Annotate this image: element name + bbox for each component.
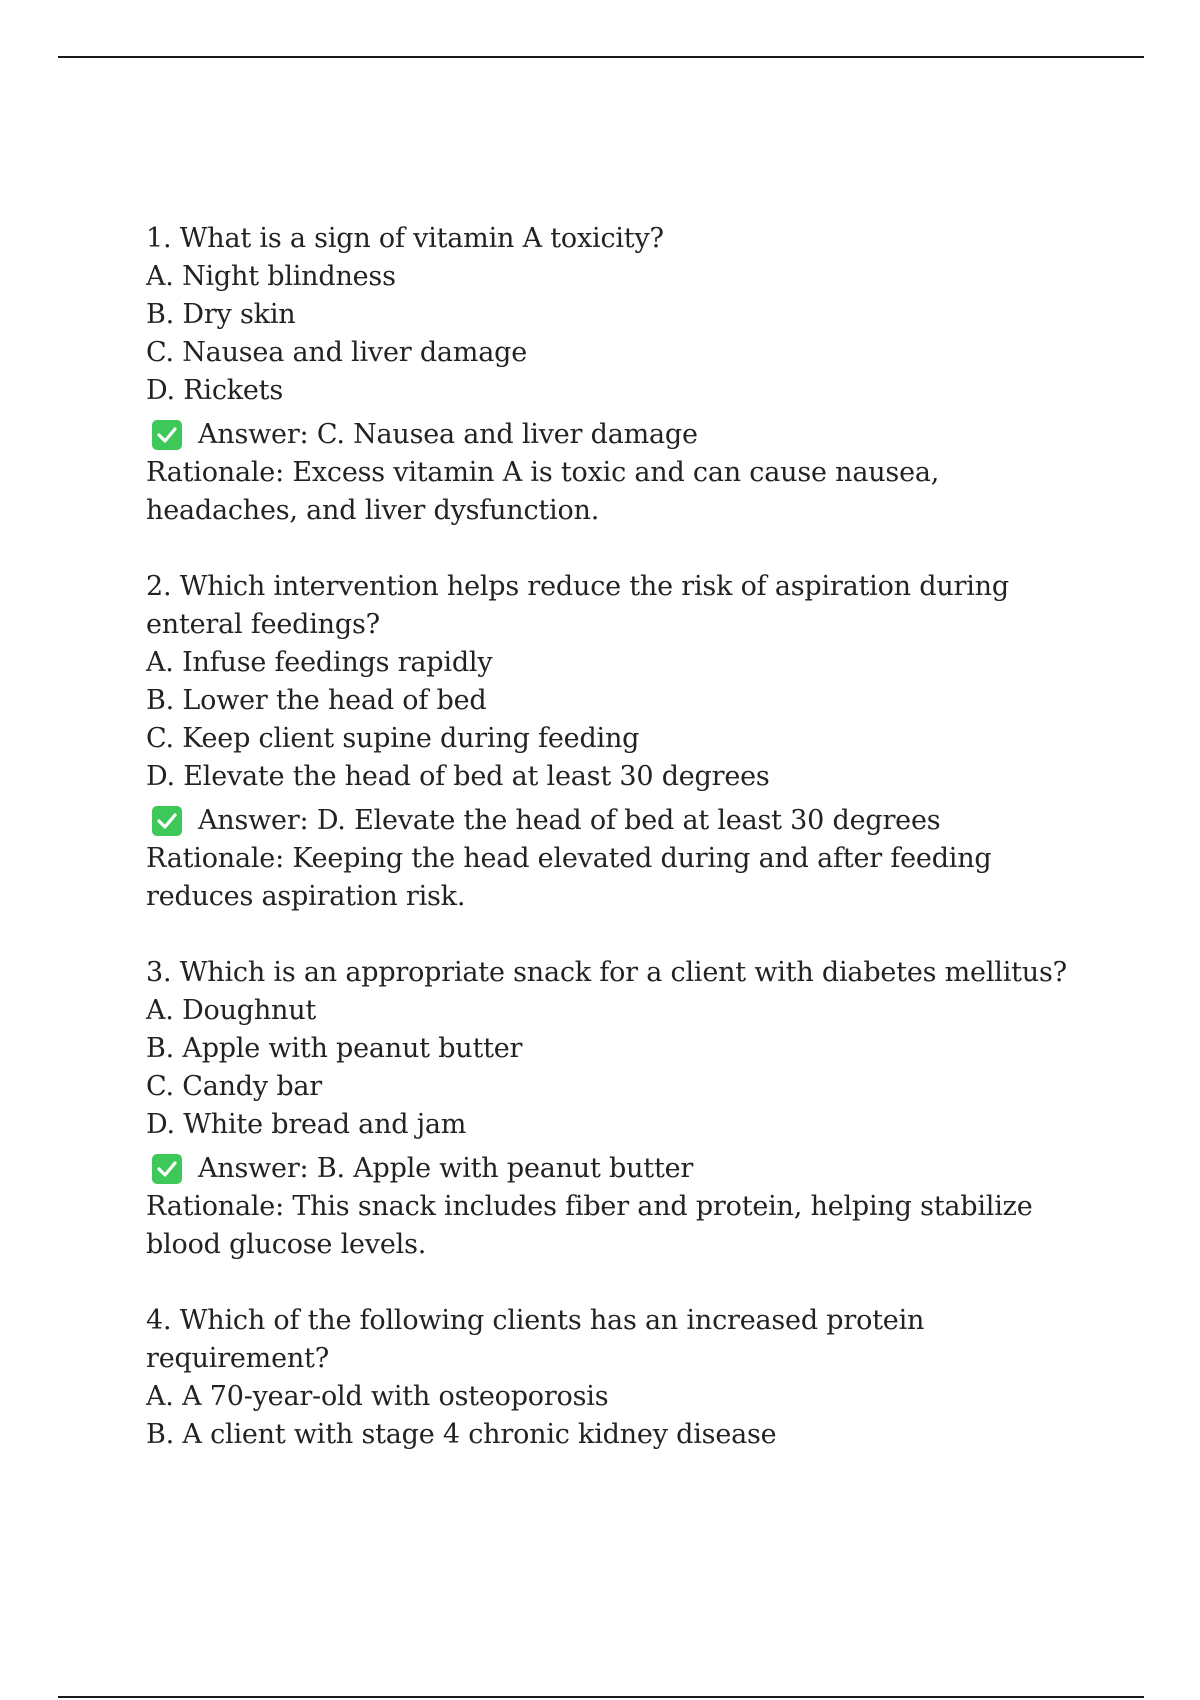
option-a: A. Doughnut (146, 995, 317, 1026)
rationale-text: Rationale: This snack includes fiber and protein, helping stabilize blood glucose levels. (146, 1191, 1033, 1260)
question-block-2 (146, 568, 1096, 916)
answer-text: Answer: D. Elevate the head of bed at least 30 degrees (198, 805, 941, 836)
option-d: D. Rickets (146, 375, 283, 406)
bottom-rule (58, 1696, 1144, 1698)
rationale-text: Rationale: Excess vitamin A is toxic and can cause nausea, headaches, and liver dysfunction. (146, 457, 940, 526)
option-b: B. Lower the head of bed (146, 685, 487, 716)
document-body (146, 220, 1096, 1492)
option-a: A. Infuse feedings rapidly (146, 647, 493, 678)
question-block-3 (146, 954, 1096, 1264)
top-rule (58, 56, 1144, 58)
answer-line (146, 416, 1096, 454)
question-text: 2. Which intervention helps reduce the risk of aspiration during enteral feedings? (146, 571, 1009, 640)
option-a: A. Night blindness (146, 261, 396, 292)
option-d: D. Elevate the head of bed at least 30 degrees (146, 761, 770, 792)
check-box-icon (152, 420, 182, 450)
option-c: C. Candy bar (146, 1071, 323, 1102)
answer-line (146, 1150, 1096, 1188)
check-box-icon (152, 1154, 182, 1184)
answer-text: Answer: B. Apple with peanut butter (198, 1153, 694, 1184)
option-c: C. Nausea and liver damage (146, 337, 527, 368)
question-block-1 (146, 220, 1096, 530)
question-text: 3. Which is an appropriate snack for a client with diabetes mellitus? (146, 957, 1067, 988)
check-box-icon (152, 806, 182, 836)
answer-text: Answer: C. Nausea and liver damage (198, 419, 698, 450)
question-text: 1. What is a sign of vitamin A toxicity? (146, 223, 664, 254)
question-text: 4. Which of the following clients has an increased protein requirement? (146, 1305, 925, 1374)
option-b: B. A client with stage 4 chronic kidney disease (146, 1419, 777, 1450)
option-b: B. Apple with peanut butter (146, 1033, 523, 1064)
option-a: A. A 70-year-old with osteoporosis (146, 1381, 609, 1412)
question-block-4 (146, 1302, 1096, 1454)
rationale-text: Rationale: Keeping the head elevated during and after feeding reduces aspiration risk. (146, 843, 992, 912)
option-b: B. Dry skin (146, 299, 296, 330)
option-d: D. White bread and jam (146, 1109, 467, 1140)
answer-line (146, 802, 1096, 840)
option-c: C. Keep client supine during feeding (146, 723, 640, 754)
